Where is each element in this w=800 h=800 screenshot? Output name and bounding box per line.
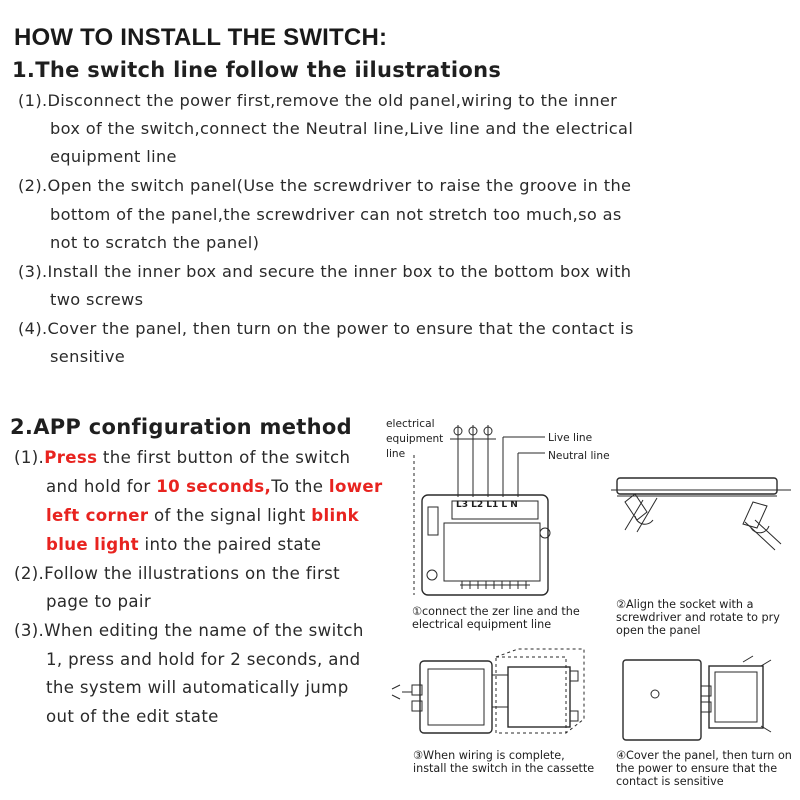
section1-heading: 1.The switch line follow the iilustrations (12, 58, 502, 82)
section1-line: bottom of the panel,the screwdriver can not stretch too much,so as (50, 205, 622, 224)
section1-line: sensitive (50, 347, 126, 366)
section1-line: (3).Install the inner box and secure the inner box to the bottom box with (18, 262, 632, 281)
cover-diagram (615, 650, 795, 746)
step2-line: page to pair (46, 592, 151, 611)
section1-line: (1).Disconnect the power first,remove the old panel,wiring to the inner (18, 91, 618, 110)
step3-line: (3).When editing the name of the switch (14, 621, 364, 640)
step1-line1: (1).Press the first button of the switch (14, 448, 351, 467)
step1-line3: left corner of the signal light blink (46, 506, 360, 525)
wiring-diagram (400, 415, 560, 605)
step3-line: the system will automatically jump (46, 678, 349, 697)
step3-line: 1, press and hold for 2 seconds, and (46, 650, 361, 669)
pry-caption: ②Align the socket with a screwdriver and rotate to pry open the panel (616, 598, 780, 637)
neutral-line-label: Neutral line (548, 450, 610, 462)
wiring-caption: ①connect the zer line and the electrical equipment line (412, 605, 580, 631)
section1-line: equipment line (50, 147, 177, 166)
section2-heading: 2.APP configuration method (10, 415, 352, 439)
step2-line: (2).Follow the illustrations on the first (14, 564, 341, 583)
equipment-line-label: electrical equipment line (386, 418, 444, 460)
section1-line: (2).Open the switch panel(Use the screwdriver to raise the groove in the (18, 176, 632, 195)
cover-caption: ④Cover the panel, then turn on the power to ensure that the contact is sensitive (616, 749, 792, 788)
install-caption: ③When wiring is complete, install the switch in the cassette (413, 749, 595, 775)
step1-line2: and hold for 10 seconds,To the lower (46, 477, 383, 496)
section1-line: two screws (50, 290, 144, 309)
install-diagram (388, 645, 598, 745)
live-line-label: Live line (548, 432, 593, 444)
pry-diagram (605, 460, 795, 590)
page-title: HOW TO INSTALL THE SWITCH: (14, 24, 388, 51)
terminal-labels: L3 L2 L1 L N (456, 500, 518, 510)
step3-line: out of the edit state (46, 707, 219, 726)
section1-line: (4).Cover the panel, then turn on the power to ensure that the contact is (18, 319, 634, 338)
step1-line4: blue light into the paired state (46, 535, 322, 554)
section1-line: box of the switch,connect the Neutral line,Live line and the electrical (50, 119, 634, 138)
section1-line: not to scratch the panel) (50, 233, 260, 252)
